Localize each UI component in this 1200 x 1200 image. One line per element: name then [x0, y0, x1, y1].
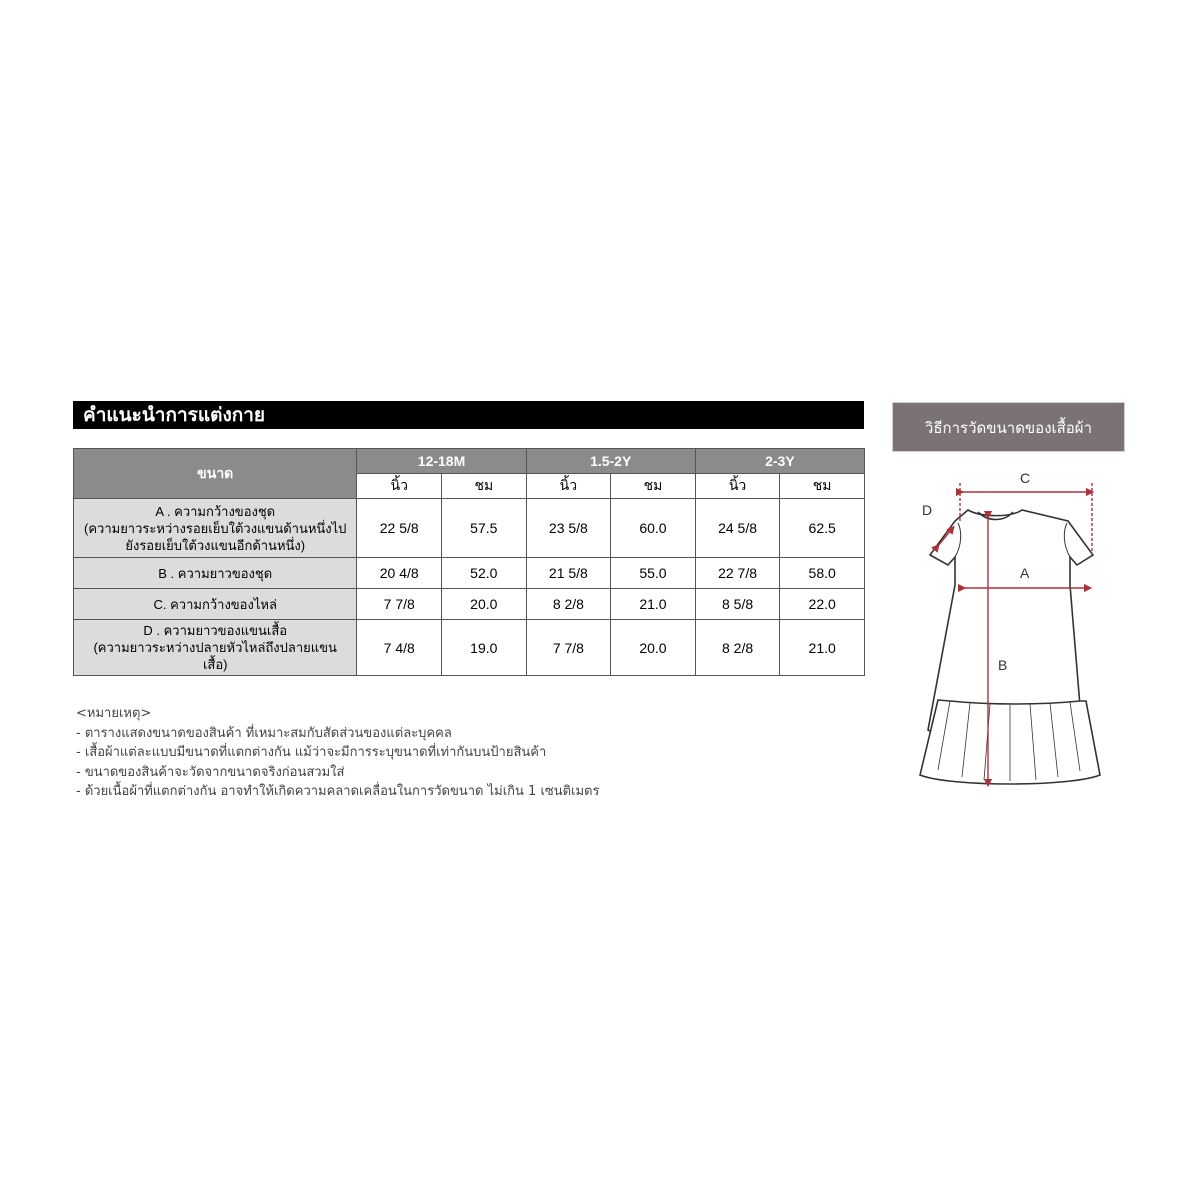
dress-outline [920, 510, 1100, 784]
note-item: - ขนาดของสินค้าจะวัดจากขนาดจริงก่อนสวมใส่ [76, 764, 345, 780]
unit-header: ชม [611, 474, 696, 499]
size-chart-table [73, 448, 865, 676]
table-cell: 22.0 [780, 589, 865, 620]
unit-header: ชม [780, 474, 865, 499]
table-cell: 62.5 [780, 499, 865, 558]
measure-label-c: C. ความกว้างของไหล่ [74, 589, 357, 620]
unit-header: นิ้ว [526, 474, 611, 499]
measure-label-a: A . ความกว้างของชุด (ความยาวระหว่างรอยเย็บใต้วงแขนด้านหนึ่งไป ยังรอยเย็บใต้วงแขนอีกด้านหนึ่ง) [74, 499, 357, 558]
note-item: - เสื้อผ้าแต่ละแบบมีขนาดที่แตกต่างกัน แม้ว่าจะมีการระบุขนาดที่เท่ากันบนป้ายสินค้า [76, 745, 547, 760]
page-title: คำแนะนำการแต่งกาย [73, 401, 864, 429]
label-a: A [1020, 565, 1030, 581]
table-cell: 7 7/8 [357, 589, 442, 620]
table-cell: 24 5/8 [695, 499, 780, 558]
note-item: - ตารางแสดงขนาดของสินค้า ที่เหมาะสมกับสัดส่วนของแต่ละบุคคล [76, 725, 452, 741]
size-header-row [74, 449, 865, 474]
table-cell: 19.0 [442, 620, 527, 676]
dress-measurement-diagram [910, 465, 1125, 795]
label-b: B [998, 657, 1008, 673]
measure-label-d: D . ความยาวของแขนเสื้อ (ความยาวระหว่างปลายหัวไหล่ถึงปลายแขน เสื้อ) [74, 620, 357, 676]
size-column-header: ขนาด [74, 449, 357, 499]
table-cell: 8 5/8 [695, 589, 780, 620]
label-d: D [922, 502, 933, 518]
size-header-1-5-2y: 1.5-2Y [526, 449, 695, 474]
table-row [74, 499, 865, 558]
measure-label-b: B . ความยาวของชุด [74, 558, 357, 589]
table-cell: 20.0 [442, 589, 527, 620]
table-cell: 23 5/8 [526, 499, 611, 558]
note-item: - ด้วยเนื้อผ้าที่แตกต่างกัน อาจทำให้เกิดความคลาดเคลื่อนในการวัดขนาด ไม่เกิน 1 เซนติเมตร [76, 784, 600, 799]
unit-header: ชม [442, 474, 527, 499]
table-row [74, 620, 865, 676]
label-c: C [1020, 470, 1031, 486]
notes-heading: <หมายเหตุ> [76, 706, 152, 721]
table-cell: 57.5 [442, 499, 527, 558]
table-cell: 52.0 [442, 558, 527, 589]
table-cell: 22 7/8 [695, 558, 780, 589]
table-cell: 8 2/8 [695, 620, 780, 676]
table-cell: 58.0 [780, 558, 865, 589]
table-cell: 55.0 [611, 558, 696, 589]
size-header-2-3y: 2-3Y [695, 449, 864, 474]
unit-header: นิ้ว [357, 474, 442, 499]
unit-header: นิ้ว [695, 474, 780, 499]
measure-method-label: วิธีการวัดขนาดของเสื้อผ้า [892, 402, 1125, 452]
table-cell: 21.0 [780, 620, 865, 676]
table-cell: 21 5/8 [526, 558, 611, 589]
table-cell: 7 7/8 [526, 620, 611, 676]
table-row [74, 558, 865, 589]
table-cell: 60.0 [611, 499, 696, 558]
table-cell: 8 2/8 [526, 589, 611, 620]
size-header-12-18m: 12-18M [357, 449, 526, 474]
table-cell: 22 5/8 [357, 499, 442, 558]
table-cell: 20.0 [611, 620, 696, 676]
table-cell: 7 4/8 [357, 620, 442, 676]
table-cell: 20 4/8 [357, 558, 442, 589]
notes-section [76, 704, 599, 802]
table-cell: 21.0 [611, 589, 696, 620]
table-row [74, 589, 865, 620]
